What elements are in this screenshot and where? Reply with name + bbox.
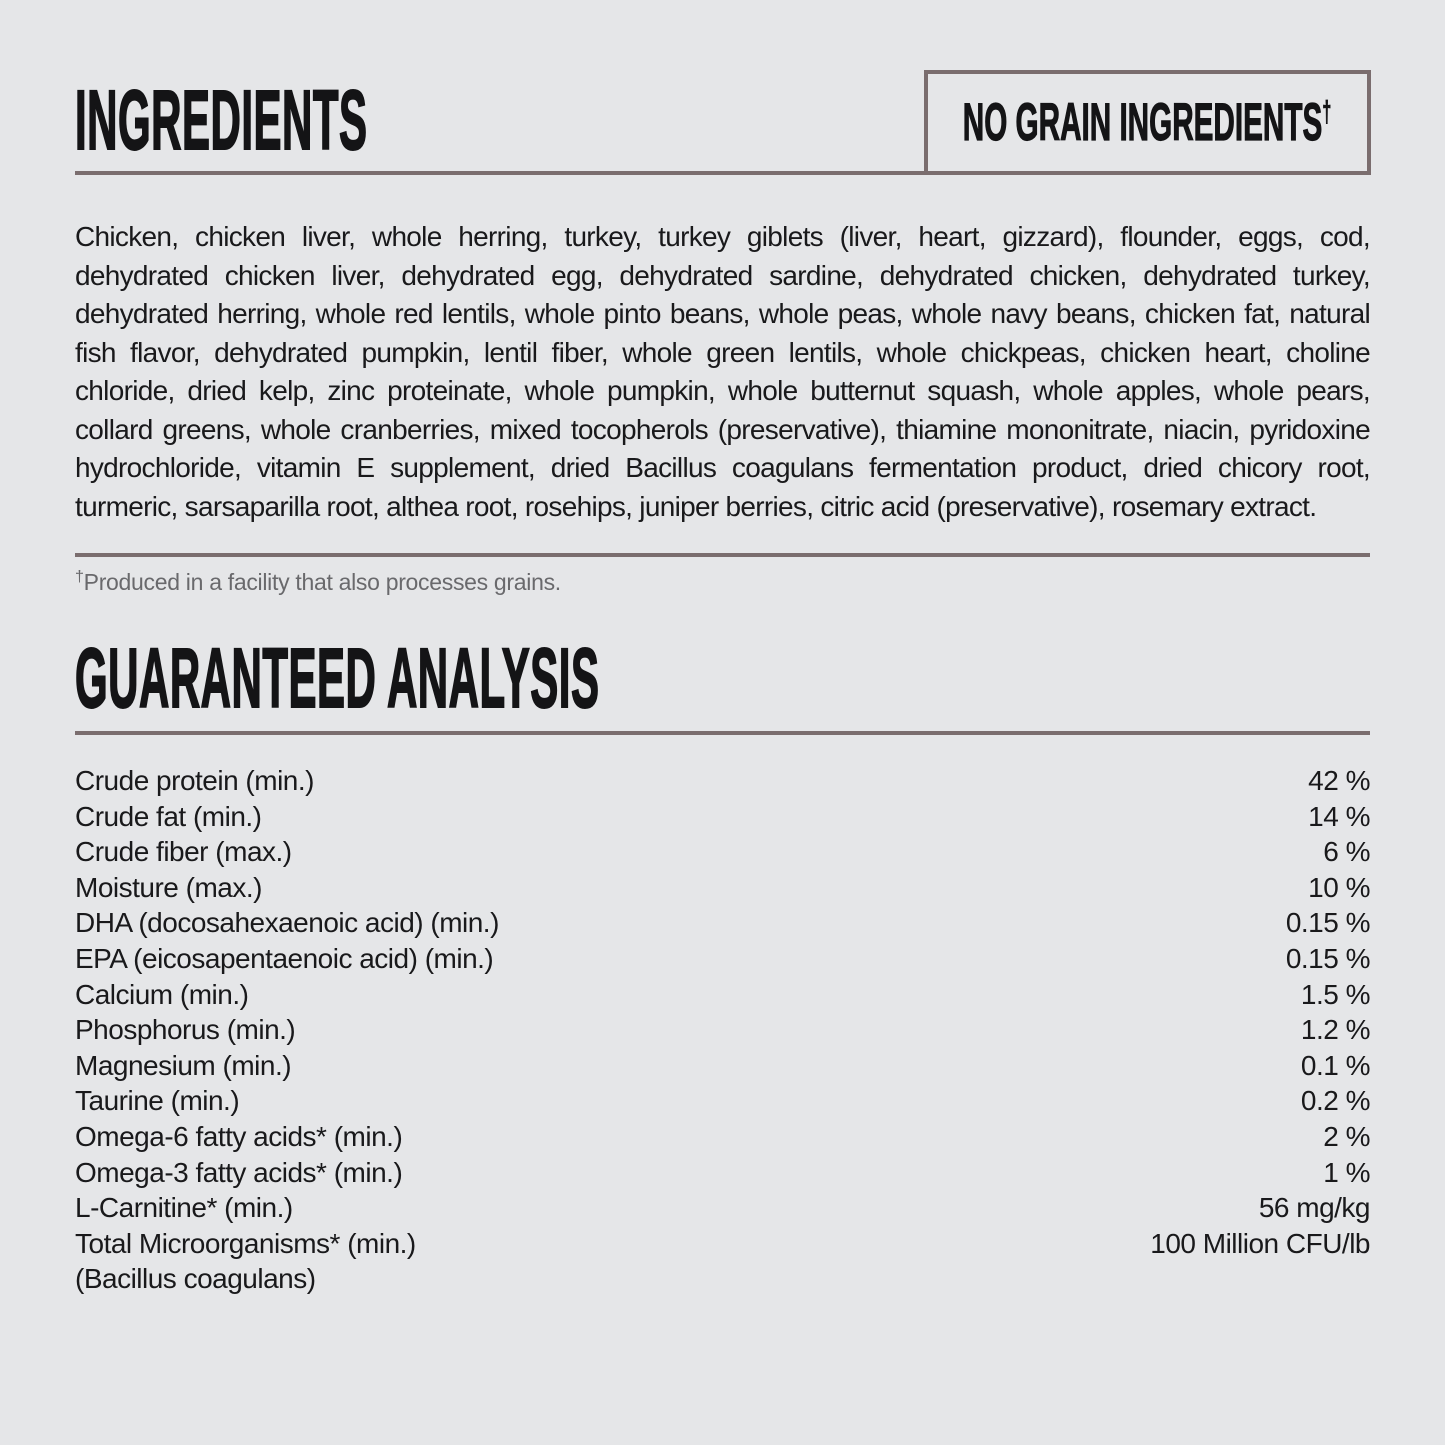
- ingredients-divider: [75, 171, 1370, 175]
- footnote-divider: [75, 553, 1370, 557]
- table-row: [75, 1119, 1370, 1155]
- nutrient-label: Moisture (max.): [75, 871, 262, 903]
- guaranteed-analysis-table: [75, 763, 1370, 1297]
- table-row: [75, 941, 1370, 977]
- nutrient-label: DHA (docosahexaenoic acid) (min.): [75, 907, 499, 939]
- guaranteed-analysis-heading: GUARANTEED ANALYSIS: [75, 631, 600, 725]
- table-row: [75, 1190, 1370, 1226]
- table-row: [75, 1226, 1370, 1262]
- nutrient-value: 0.2 %: [1300, 1085, 1370, 1117]
- nutrient-label: EPA (eicosapentaenoic acid) (min.): [75, 942, 494, 974]
- table-row: [75, 1155, 1370, 1191]
- nutrient-label: Crude fat (min.): [75, 800, 262, 832]
- table-row: [75, 870, 1370, 906]
- nutrient-value: 1 %: [1323, 1156, 1370, 1188]
- nutrient-value: 10 %: [1308, 871, 1370, 903]
- nutrient-label: Taurine (min.): [75, 1085, 240, 1117]
- nutrient-label: Magnesium (min.): [75, 1049, 292, 1081]
- nutrient-value: 1.5 %: [1300, 978, 1370, 1010]
- nutrient-label: Phosphorus (min.): [75, 1014, 296, 1046]
- nutrient-value: 100 Million CFU/lb: [1150, 1227, 1370, 1259]
- nutrient-label: Omega-6 fatty acids* (min.): [75, 1120, 403, 1152]
- ingredients-heading: INGREDIENTS: [75, 73, 368, 167]
- no-grain-badge: [924, 70, 1371, 175]
- footnote-text: Produced in a facility that also processes grains.: [83, 569, 561, 595]
- nutrient-label: Crude fiber (max.): [75, 836, 292, 868]
- dagger-superscript: †: [75, 567, 84, 586]
- dagger-superscript: †: [1322, 96, 1332, 129]
- table-row: [75, 1012, 1370, 1048]
- nutrient-value: 6 %: [1323, 836, 1370, 868]
- nutrient-label: Calcium (min.): [75, 978, 249, 1010]
- nutrient-value: 56 mg/kg: [1258, 1192, 1370, 1224]
- no-grain-badge-text: NO GRAIN INGREDIENTS: [963, 93, 1323, 152]
- nutrient-label: Omega-3 fatty acids* (min.): [75, 1156, 403, 1188]
- nutrient-label: (Bacillus coagulans): [75, 1263, 316, 1295]
- nutrient-value: 0.15 %: [1285, 907, 1370, 939]
- nutrient-label: Total Microorganisms* (min.): [75, 1227, 416, 1259]
- nutrient-value: 14 %: [1308, 800, 1370, 832]
- nutrient-value: 0.1 %: [1300, 1049, 1370, 1081]
- table-row: [75, 1083, 1370, 1119]
- nutrient-value: 42 %: [1308, 765, 1370, 796]
- nutrient-value: 1.2 %: [1300, 1014, 1370, 1046]
- analysis-divider: [75, 731, 1370, 735]
- grain-facility-footnote: [75, 567, 561, 597]
- nutrient-label: L-Carnitine* (min.): [75, 1192, 293, 1224]
- table-row: [75, 799, 1370, 835]
- table-row: [75, 763, 1370, 799]
- table-row: [75, 977, 1370, 1013]
- nutrient-value: 2 %: [1323, 1120, 1370, 1152]
- table-row: [75, 834, 1370, 870]
- no-grain-badge-label: [963, 93, 1332, 152]
- table-row: [75, 1048, 1370, 1084]
- nutrient-value: 0.15 %: [1285, 942, 1370, 974]
- ingredients-paragraph: Chicken, chicken liver, whole herring, turkey, turkey giblets (liver, heart, gizzard), flounder, eggs, cod, dehydrated chicken liver, dehydrated egg, dehydrated sardine, dehydrated chicken, dehydrated turkey, dehydrated herring, whole red lentils, whole pinto beans, whole peas, whole navy beans, chicken fat, natural fish flavor, dehydrated pumpkin, lentil fiber, whole green lentils, whole chickpeas, chicken heart, choline chloride, dried kelp, zinc proteinate, whole pumpkin, whole butternut squash, whole apples, whole pears, collard greens, whole cranberries, mixed tocopherols (preservative), thiamine mononitrate, niacin, pyridoxine hydrochloride, vitamin E supplement, dried Bacillus coagulans fermentation product, dried chicory root, turmeric, sarsaparilla root, althea root, rosehips, juniper berries, citric acid (preservative), rosemary extract.: [75, 221, 1370, 522]
- table-row: [75, 1261, 1370, 1297]
- table-row: [75, 905, 1370, 941]
- nutrient-label: Crude protein (min.): [75, 765, 314, 796]
